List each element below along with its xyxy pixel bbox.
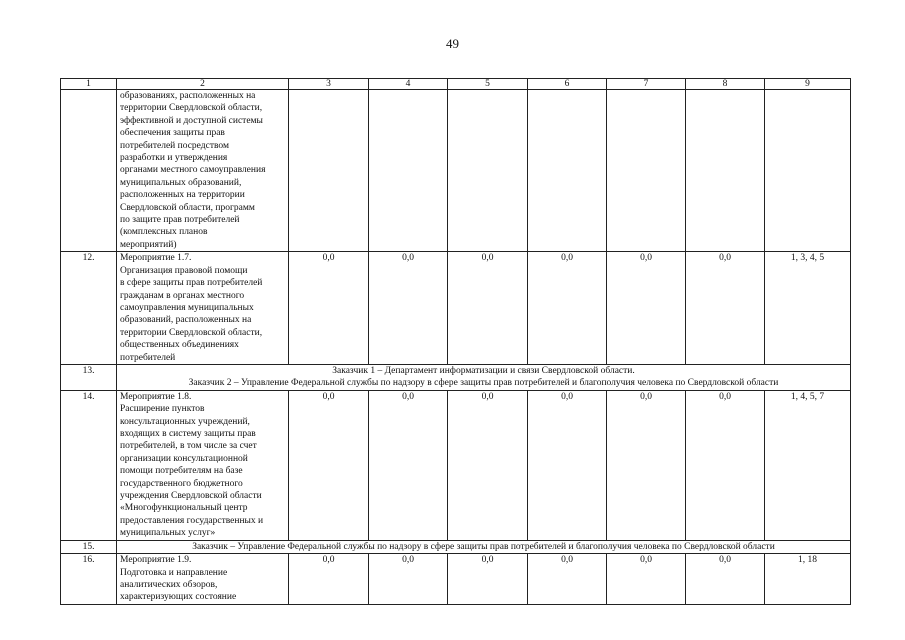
- value-cell: [528, 90, 607, 252]
- table-row: [61, 390, 851, 540]
- value-cell: 0,0: [448, 554, 528, 605]
- column-number: 1: [61, 79, 117, 90]
- value-cell: [607, 90, 686, 252]
- value-cell: 0,0: [448, 390, 528, 540]
- column-number: 5: [448, 79, 528, 90]
- column-number: 2: [117, 79, 289, 90]
- value-cell: 0,0: [369, 390, 448, 540]
- target-indicators: 1, 4, 5, 7: [765, 390, 851, 540]
- column-number: 8: [686, 79, 765, 90]
- value-cell: [369, 90, 448, 252]
- value-cell: 0,0: [607, 390, 686, 540]
- row-number: [61, 90, 117, 252]
- target-indicators: 1, 3, 4, 5: [765, 252, 851, 365]
- value-cell: 0,0: [686, 390, 765, 540]
- column-number: 4: [369, 79, 448, 90]
- value-cell: 0,0: [528, 252, 607, 365]
- customer-row: [61, 364, 851, 390]
- target-indicators: 1, 18: [765, 554, 851, 605]
- row-number: 16.: [61, 554, 117, 605]
- target-indicators: [765, 90, 851, 252]
- value-cell: 0,0: [686, 252, 765, 365]
- value-cell: 0,0: [289, 554, 369, 605]
- customer-info: Заказчик – Управление Федеральной службы по надзору в сфере защиты прав потребителей и благополучия человека по Свердловской области: [117, 540, 851, 553]
- value-cell: 0,0: [607, 252, 686, 365]
- value-cell: 0,0: [289, 252, 369, 365]
- page-number: 49: [446, 36, 459, 51]
- customer-row: [61, 540, 851, 553]
- value-cell: [686, 90, 765, 252]
- value-cell: 0,0: [686, 554, 765, 605]
- customer-info: Заказчик 1 – Департамент информатизации и связи Свердловской области. Заказчик 2 – Управление Федеральной службы по надзору в сфере защиты прав потребителей и благополучия человека по Свердловской области: [117, 364, 851, 390]
- column-number: 9: [765, 79, 851, 90]
- activity-description: образованиях, расположенных на территории Свердловской области, эффективной и доступной системы обеспечения защиты прав потребителей посредством разработки и утверждения органами местного самоуправления муниципальных образований, расположенных на территории Свердловской области, программ по защите прав потребителей (комплексных планов мероприятий): [117, 90, 289, 252]
- column-number: 6: [528, 79, 607, 90]
- value-cell: 0,0: [448, 252, 528, 365]
- value-cell: 0,0: [289, 390, 369, 540]
- column-number: 7: [607, 79, 686, 90]
- activity-description: Мероприятие 1.8. Расширение пунктов консультационных учреждений, входящих в систему защиты прав потребителей, в том числе за счет организации консультационной помощи потребителям на базе государственного бюджетного учреждения Свердловской области «Многофункциональный центр предоставления государственных и муниципальных услуг»: [117, 390, 289, 540]
- activity-description: Мероприятие 1.7. Организация правовой помощи в сфере защиты прав потребителей гражданам в органах местного самоуправления муниципальных образований, расположенных на территории Свердловской области, общественных объединениях потребителей: [117, 252, 289, 365]
- row-number: 15.: [61, 540, 117, 553]
- value-cell: 0,0: [607, 554, 686, 605]
- row-number: 13.: [61, 364, 117, 390]
- activity-description: Мероприятие 1.9. Подготовка и направление аналитических обзоров, характеризующих состояние: [117, 554, 289, 605]
- value-cell: 0,0: [369, 252, 448, 365]
- value-cell: 0,0: [528, 390, 607, 540]
- value-cell: [448, 90, 528, 252]
- column-number-row: [61, 79, 851, 90]
- row-number: 12.: [61, 252, 117, 365]
- program-table: [60, 78, 851, 605]
- value-cell: 0,0: [369, 554, 448, 605]
- table-row: [61, 252, 851, 365]
- table-row: [61, 554, 851, 605]
- column-number: 3: [289, 79, 369, 90]
- table-row: [61, 90, 851, 252]
- value-cell: [289, 90, 369, 252]
- value-cell: 0,0: [528, 554, 607, 605]
- row-number: 14.: [61, 390, 117, 540]
